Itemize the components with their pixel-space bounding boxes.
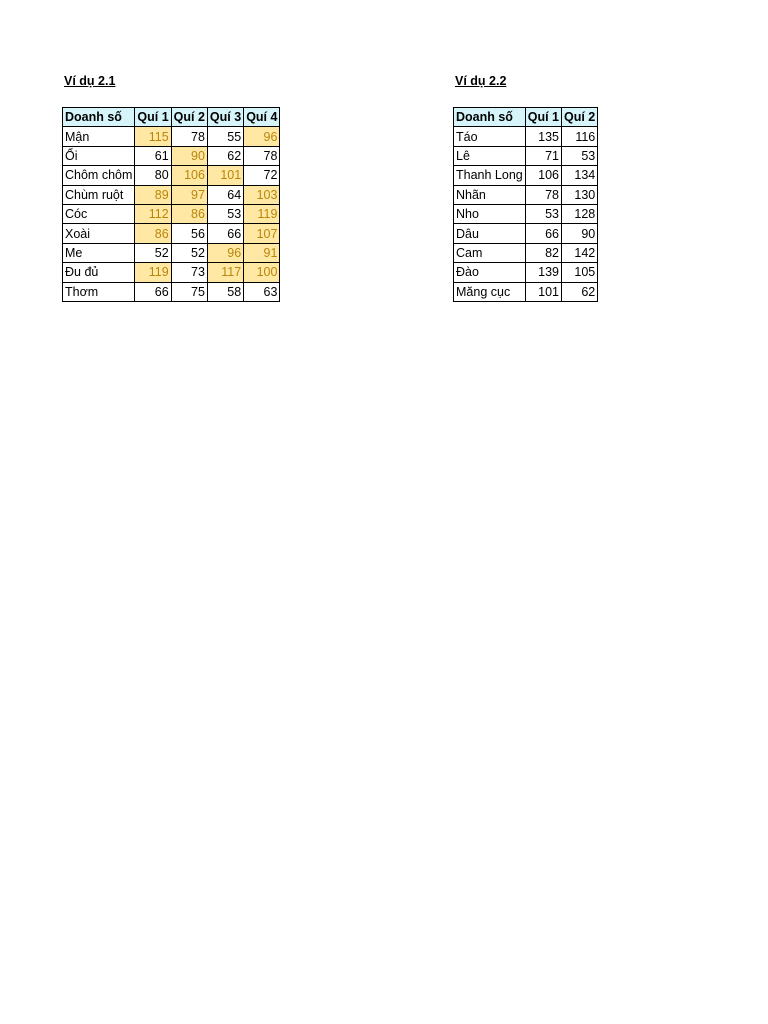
table-row <box>63 224 280 243</box>
example-2-1-title: Ví dụ 2.1 <box>64 74 116 88</box>
value-cell[interactable]: 116 <box>562 127 598 146</box>
sales-table-2-1 <box>62 107 280 302</box>
value-cell[interactable]: 73 <box>171 263 207 282</box>
value-cell[interactable]: 97 <box>171 185 207 204</box>
value-cell[interactable]: 80 <box>135 166 171 185</box>
value-cell[interactable]: 62 <box>562 282 598 301</box>
example-2-2-title: Ví dụ 2.2 <box>455 74 507 88</box>
value-cell[interactable]: 71 <box>525 146 561 165</box>
row-label-cell[interactable]: Nho <box>454 204 526 223</box>
value-cell[interactable]: 78 <box>171 127 207 146</box>
value-cell[interactable]: 78 <box>244 146 280 165</box>
value-cell[interactable]: 106 <box>525 166 561 185</box>
table-row <box>454 127 598 146</box>
header-cell[interactable]: Quí 1 <box>135 108 171 127</box>
table-row <box>454 282 598 301</box>
row-label-cell[interactable]: Chôm chôm <box>63 166 135 185</box>
value-cell[interactable]: 52 <box>135 243 171 262</box>
value-cell[interactable]: 58 <box>207 282 243 301</box>
table-row <box>454 263 598 282</box>
value-cell[interactable]: 106 <box>171 166 207 185</box>
row-label-cell[interactable]: Táo <box>454 127 526 146</box>
value-cell[interactable]: 64 <box>207 185 243 204</box>
header-cell[interactable]: Doanh số <box>454 108 526 127</box>
value-cell[interactable]: 101 <box>207 166 243 185</box>
table-row <box>63 127 280 146</box>
table-row <box>63 166 280 185</box>
table-row <box>454 146 598 165</box>
value-cell[interactable]: 63 <box>244 282 280 301</box>
value-cell[interactable]: 128 <box>562 204 598 223</box>
row-label-cell[interactable]: Thanh Long <box>454 166 526 185</box>
value-cell[interactable]: 53 <box>207 204 243 223</box>
value-cell[interactable]: 66 <box>525 224 561 243</box>
value-cell[interactable]: 90 <box>562 224 598 243</box>
value-cell[interactable]: 103 <box>244 185 280 204</box>
value-cell[interactable]: 96 <box>244 127 280 146</box>
row-label-cell[interactable]: Chùm ruột <box>63 185 135 204</box>
header-cell[interactable]: Doanh số <box>63 108 135 127</box>
sales-table-2-2 <box>453 107 598 302</box>
table-row <box>63 185 280 204</box>
row-label-cell[interactable]: Xoài <box>63 224 135 243</box>
value-cell[interactable]: 62 <box>207 146 243 165</box>
value-cell[interactable]: 86 <box>171 204 207 223</box>
value-cell[interactable]: 89 <box>135 185 171 204</box>
example-2-2 <box>453 72 596 299</box>
value-cell[interactable]: 115 <box>135 127 171 146</box>
value-cell[interactable]: 100 <box>244 263 280 282</box>
value-cell[interactable]: 55 <box>207 127 243 146</box>
value-cell[interactable]: 119 <box>135 263 171 282</box>
value-cell[interactable]: 101 <box>525 282 561 301</box>
value-cell[interactable]: 117 <box>207 263 243 282</box>
table-row <box>454 185 598 204</box>
value-cell[interactable]: 142 <box>562 243 598 262</box>
value-cell[interactable]: 56 <box>171 224 207 243</box>
value-cell[interactable]: 134 <box>562 166 598 185</box>
row-label-cell[interactable]: Thơm <box>63 282 135 301</box>
value-cell[interactable]: 135 <box>525 127 561 146</box>
header-cell[interactable]: Quí 2 <box>562 108 598 127</box>
row-label-cell[interactable]: Dâu <box>454 224 526 243</box>
value-cell[interactable]: 86 <box>135 224 171 243</box>
row-label-cell[interactable]: Lê <box>454 146 526 165</box>
value-cell[interactable]: 66 <box>207 224 243 243</box>
header-row <box>454 108 598 127</box>
row-label-cell[interactable]: Nhãn <box>454 185 526 204</box>
value-cell[interactable]: 107 <box>244 224 280 243</box>
table-row <box>454 204 598 223</box>
value-cell[interactable]: 75 <box>171 282 207 301</box>
table-row <box>63 204 280 223</box>
value-cell[interactable]: 82 <box>525 243 561 262</box>
table-row <box>63 146 280 165</box>
table-row <box>454 166 598 185</box>
value-cell[interactable]: 90 <box>171 146 207 165</box>
value-cell[interactable]: 112 <box>135 204 171 223</box>
row-label-cell[interactable]: Cóc <box>63 204 135 223</box>
row-label-cell[interactable]: Ổi <box>63 146 135 165</box>
header-cell[interactable]: Quí 1 <box>525 108 561 127</box>
value-cell[interactable]: 130 <box>562 185 598 204</box>
value-cell[interactable]: 96 <box>207 243 243 262</box>
header-cell[interactable]: Quí 4 <box>244 108 280 127</box>
row-label-cell[interactable]: Mận <box>63 127 135 146</box>
table-row <box>63 243 280 262</box>
value-cell[interactable]: 119 <box>244 204 280 223</box>
value-cell[interactable]: 105 <box>562 263 598 282</box>
value-cell[interactable]: 61 <box>135 146 171 165</box>
value-cell[interactable]: 52 <box>171 243 207 262</box>
value-cell[interactable]: 78 <box>525 185 561 204</box>
header-cell[interactable]: Quí 3 <box>207 108 243 127</box>
row-label-cell[interactable]: Đu đủ <box>63 263 135 282</box>
value-cell[interactable]: 53 <box>562 146 598 165</box>
row-label-cell[interactable]: Cam <box>454 243 526 262</box>
row-label-cell[interactable]: Me <box>63 243 135 262</box>
table-row <box>63 263 280 282</box>
header-cell[interactable]: Quí 2 <box>171 108 207 127</box>
table-row <box>63 282 280 301</box>
table-row <box>454 243 598 262</box>
value-cell[interactable]: 72 <box>244 166 280 185</box>
header-row <box>63 108 280 127</box>
row-label-cell[interactable]: Măng cục <box>454 282 526 301</box>
value-cell[interactable]: 53 <box>525 204 561 223</box>
value-cell[interactable]: 66 <box>135 282 171 301</box>
example-2-1 <box>62 72 278 299</box>
table-row <box>454 224 598 243</box>
row-label-cell[interactable]: Đào <box>454 263 526 282</box>
value-cell[interactable]: 91 <box>244 243 280 262</box>
value-cell[interactable]: 139 <box>525 263 561 282</box>
